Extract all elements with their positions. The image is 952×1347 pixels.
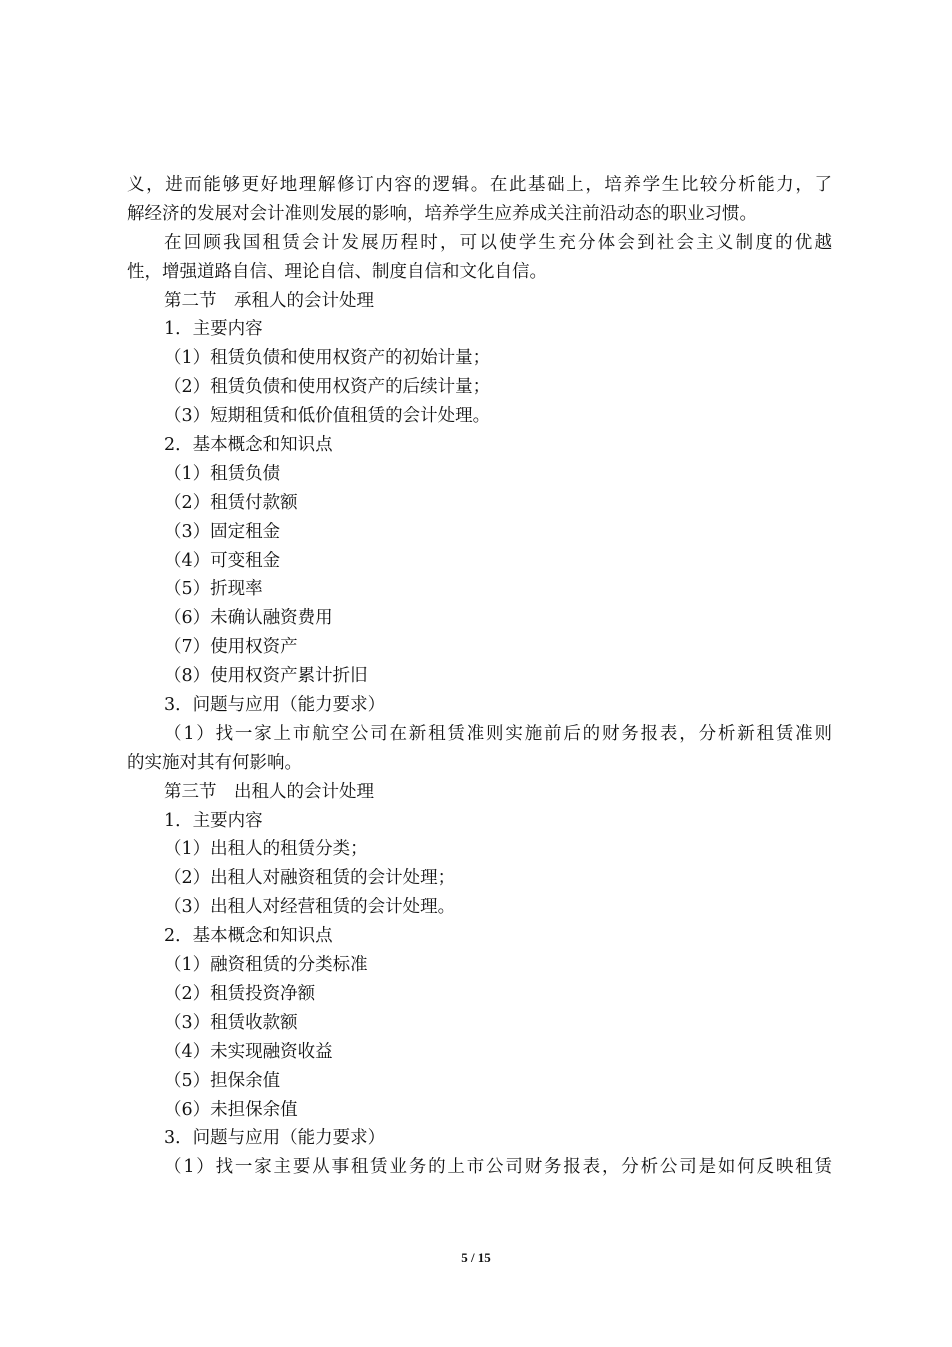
text-line: （2）租赁负债和使用权资产的后续计量； xyxy=(164,377,491,398)
text-line: （1）租赁负债 xyxy=(164,463,281,484)
text-line: （4）未实现融资收益 xyxy=(164,1041,333,1062)
text-line: （2）出租人对融资租赁的会计处理； xyxy=(164,868,456,889)
text-line: （2）租赁投资净额 xyxy=(164,983,316,1004)
text-line: （1）融资租赁的分类标准 xyxy=(164,955,368,976)
text-line: 在回顾我国租赁会计发展历程时，可以使学生充分体会到社会主义制度的优越 xyxy=(164,232,832,253)
text-line: 第三节 出租人的会计处理 xyxy=(164,781,374,802)
text-line: 第二节 承租人的会计处理 xyxy=(164,290,374,311)
text-line: 性，增强道路自信、理论自信、制度自信和文化自信。 xyxy=(127,261,547,282)
text-line: 3．问题与应用（能力要求） xyxy=(164,1128,386,1149)
text-line: 的实施对其有何影响。 xyxy=(127,752,302,773)
text-line: （3）出租人对经营租赁的会计处理。 xyxy=(164,897,456,918)
text-line: （3）短期租赁和低价值租赁的会计处理。 xyxy=(164,406,491,427)
text-line: 1．主要内容 xyxy=(164,810,263,831)
text-line: 解经济的发展对会计准则发展的影响，培养学生应养成关注前沿动态的职业习惯。 xyxy=(127,203,757,224)
text-line: （1）找一家主要从事租赁业务的上市公司财务报表，分析公司是如何反映租赁 xyxy=(164,1157,832,1178)
text-line: （1）找一家上市航空公司在新租赁准则实施前后的财务报表，分析新租赁准则 xyxy=(164,723,832,744)
document-body xyxy=(127,171,832,1182)
page-number: 5 / 15 xyxy=(461,1250,491,1265)
text-line: （3）固定租金 xyxy=(164,521,281,542)
text-line: （8）使用权资产累计折旧 xyxy=(164,666,368,687)
text-line: 2．基本概念和知识点 xyxy=(164,435,333,456)
text-line: （5）担保余值 xyxy=(164,1070,281,1091)
text-line: 2．基本概念和知识点 xyxy=(164,926,333,947)
text-line: 1．主要内容 xyxy=(164,319,263,340)
text-line: （6）未确认融资费用 xyxy=(164,608,333,629)
text-line: （3）租赁收款额 xyxy=(164,1012,298,1033)
text-line: 3．问题与应用（能力要求） xyxy=(164,695,386,716)
text-line: （7）使用权资产 xyxy=(164,637,298,658)
text-line: （6）未担保余值 xyxy=(164,1099,298,1120)
text-line: （4）可变租金 xyxy=(164,550,281,571)
text-line: （1）租赁负债和使用权资产的初始计量； xyxy=(164,348,491,369)
text-line: 义，进而能够更好地理解修订内容的逻辑。在此基础上，培养学生比较分析能力，了 xyxy=(127,175,832,195)
text-line: （1）出租人的租赁分类； xyxy=(164,839,368,860)
text-line: （2）租赁付款额 xyxy=(164,492,298,513)
text-line: （5）折现率 xyxy=(164,579,263,600)
